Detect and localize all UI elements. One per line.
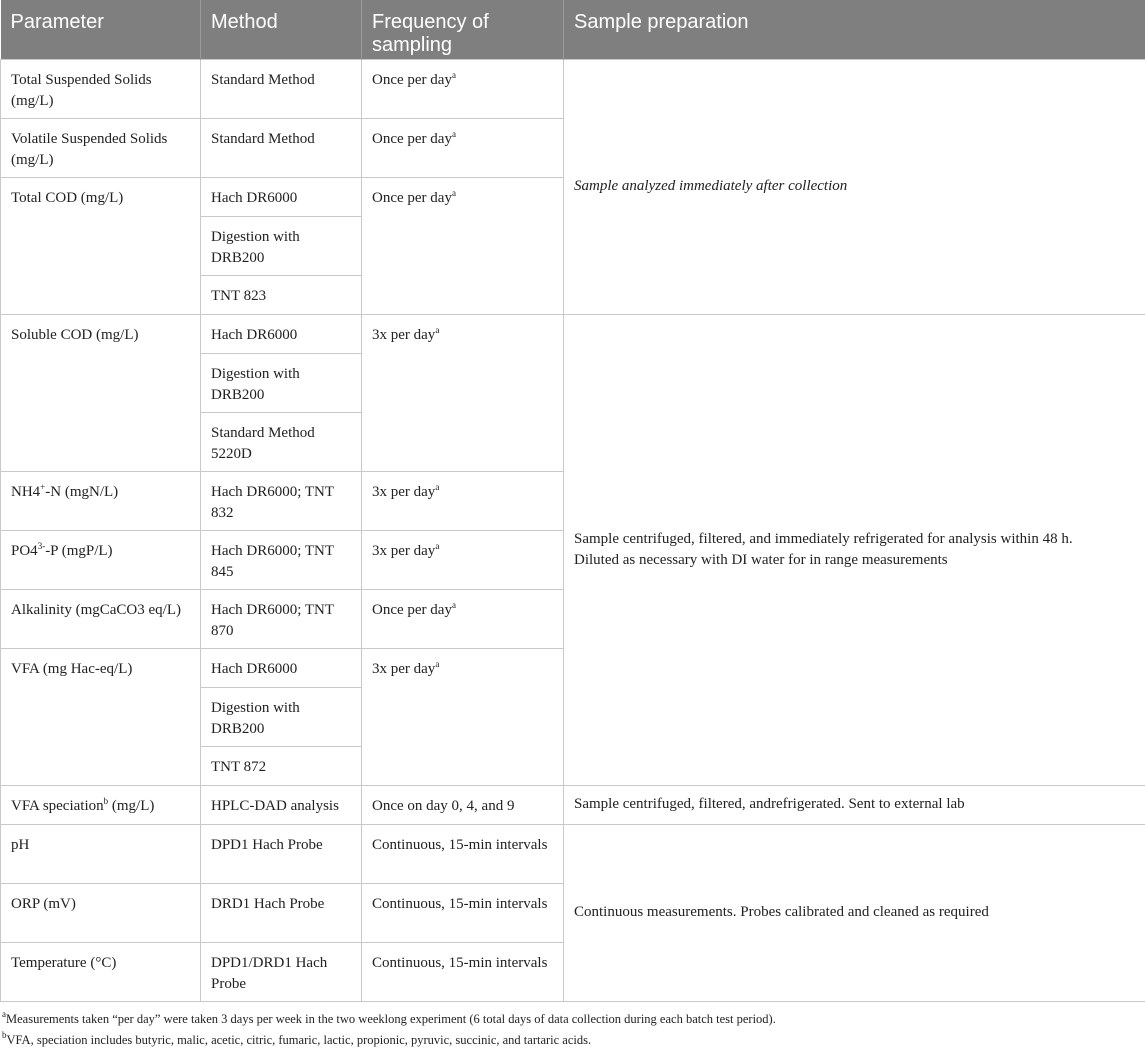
header-row <box>1 0 1145 59</box>
parameter-cell: NH4+-N (mgN/L) <box>1 471 201 530</box>
frequency-cell: Once per day$^a$ <box>362 177 564 314</box>
method-cell: Hach DR6000 <box>201 648 362 687</box>
parameter-cell: Total Suspended Solids (mg/L) <box>1 59 201 118</box>
parameter-cell: pH <box>1 824 201 883</box>
frequency-cell: Continuous, 15-min intervals <box>362 942 564 1001</box>
frequency-cell: 3x per day$^a$ <box>362 530 564 589</box>
frequency-cell: Once per day$^a$ <box>362 59 564 118</box>
footnote-b: $^b$VFA, speciation includes butyric, malic, acetic, citric, fumaric, lactic, propionic, pyruvic, succinic, and tartaric acids. <box>2 1029 592 1047</box>
method-cell: HPLC-DAD analysis <box>201 785 362 824</box>
frequency-cell: 3x per day$^a$ <box>362 471 564 530</box>
parameter-cell: ORP (mV) <box>1 883 201 942</box>
header-parameter: Parameter <box>1 0 201 59</box>
parameter-cell: Temperature (°C) <box>1 942 201 1001</box>
table-row <box>1 785 1145 824</box>
method-cell: Hach DR6000 <box>201 177 362 216</box>
table-row <box>1 824 1145 883</box>
method-cell: Digestion with DRB200 <box>201 687 362 746</box>
frequency-cell: Once per day$^a$ <box>362 589 564 648</box>
parameter-cell: VFA (mg Hac-eq/L) <box>1 648 201 785</box>
parameter-cell: Alkalinity (mgCaCO3 eq/L) <box>1 589 201 648</box>
frequency-cell: Continuous, 15-min intervals <box>362 824 564 883</box>
footnotes <box>0 1002 1145 1051</box>
method-cell: Standard Method 5220D <box>201 412 362 471</box>
method-cell: Hach DR6000; TNT 845 <box>201 530 362 589</box>
table-row <box>1 314 1145 353</box>
header-sample-preparation: Sample preparation <box>564 0 1145 59</box>
frequency-cell: 3x per day$^a$ <box>362 648 564 785</box>
method-cell: DPD1 Hach Probe <box>201 824 362 883</box>
method-cell: Hach DR6000; TNT 870 <box>201 589 362 648</box>
sample-prep-cell: Continuous measurements. Probes calibrated and cleaned as required <box>564 824 1145 1001</box>
method-cell: DRD1 Hach Probe <box>201 883 362 942</box>
method-cell: Digestion with DRB200 <box>201 353 362 412</box>
method-cell: Standard Method <box>201 118 362 177</box>
frequency-cell: 3x per day$^a$ <box>362 314 564 471</box>
sample-prep-cell: Sample analyzed immediately after collection <box>564 59 1145 314</box>
parameter-cell: VFA speciation$^b$ (mg/L) <box>1 785 201 824</box>
method-cell: DPD1/DRD1 Hach Probe <box>201 942 362 1001</box>
parameter-cell: Total COD (mg/L) <box>1 177 201 314</box>
sample-prep-cell: Sample centrifuged, filtered, and immediately refrigerated for analysis within 48 h. Diluted as necessary with DI water for in range measurements <box>564 314 1145 785</box>
frequency-cell: Once per day$^a$ <box>362 118 564 177</box>
method-cell: TNT 823 <box>201 275 362 314</box>
frequency-cell: Once on day 0, 4, and 9 <box>362 785 564 824</box>
header-method: Method <box>201 0 362 59</box>
method-cell: Hach DR6000 <box>201 314 362 353</box>
parameter-cell: Soluble COD (mg/L) <box>1 314 201 471</box>
frequency-cell: Continuous, 15-min intervals <box>362 883 564 942</box>
method-cell: TNT 872 <box>201 746 362 785</box>
parameter-cell: Volatile Suspended Solids (mg/L) <box>1 118 201 177</box>
method-cell: Hach DR6000; TNT 832 <box>201 471 362 530</box>
sample-prep-cell: Sample centrifuged, filtered, andrefrigerated. Sent to external lab <box>564 785 1145 824</box>
parameter-cell: $PO4^{3-}-P$ (mgP/L) <box>1 530 201 589</box>
method-cell: Standard Method <box>201 59 362 118</box>
method-cell: Digestion with DRB200 <box>201 216 362 275</box>
table-row <box>1 59 1145 118</box>
footnote-a: $^a$Measurements taken “per day” were taken 3 days per week in the two weeklong experiment (6 total days of data collection during each batch test period). <box>2 1008 776 1026</box>
header-frequency: Frequency of sampling <box>362 0 564 59</box>
